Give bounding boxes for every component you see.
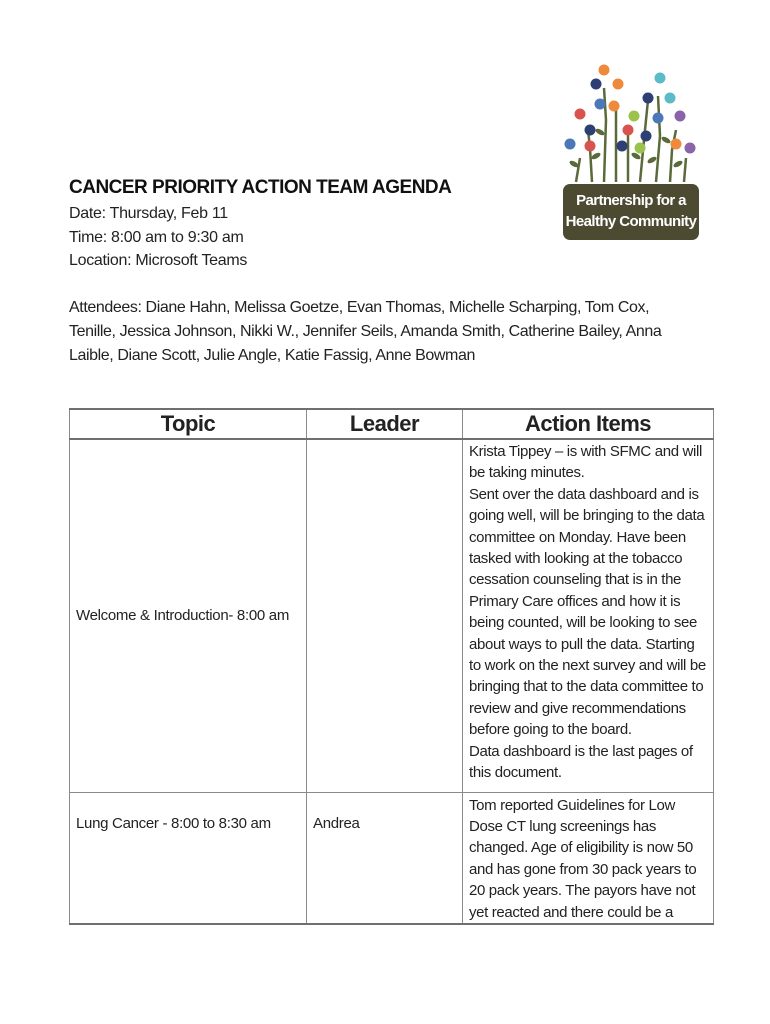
action-item: Tom reported Guidelines for Low Dose CT lung screenings has changed. Age of eligibility is now 50 and has gone from 30 pack years to 20 pack years. The payors have not yet reacted and there could be a	[469, 796, 697, 921]
flower-bouquet-icon	[560, 60, 705, 190]
topic-cell: Lung Cancer - 8:00 to 8:30 am	[70, 792, 307, 924]
table-row	[70, 792, 714, 924]
leader-cell	[307, 439, 463, 792]
action-items-cell	[463, 439, 714, 792]
header-topic: Topic	[70, 409, 307, 439]
header-action-items: Action Items	[463, 409, 714, 439]
table-row	[70, 439, 714, 792]
action-items-cell	[463, 792, 714, 924]
agenda-table	[69, 408, 714, 925]
logo-badge	[563, 184, 699, 240]
meeting-location: Location: Microsoft Teams	[69, 252, 248, 269]
page-title: CANCER PRIORITY ACTION TEAM AGENDA	[69, 177, 452, 198]
logo-line-2: Healthy Community	[565, 213, 697, 230]
action-item: Sent over the data dashboard and is going well, will be bringing to the data committee on Monday. Have been tasked with looking at the tobacco cessation counseling that is in the Primary Care offices and how it is being counted, will be looking to see about ways to pull the data. Starting to work on the next survey and will be bringing that to the data committee to review and give recommendations before going to the board.	[469, 485, 706, 739]
meeting-date: Date: Thursday, Feb 11	[69, 205, 228, 222]
attendees-list: Attendees: Diane Hahn, Melissa Goetze, Evan Thomas, Michelle Scharping, Tom Cox, Tenille, Jessica Johnson, Nikki W., Jennifer Seils, Amanda Smith, Catherine Bailey, Anna Laible, Diane Scott, Julie Angle, Katie Fassig, Anne Bowman	[69, 299, 662, 364]
partnership-logo	[560, 60, 705, 245]
action-item: Krista Tippey – is with SFMC and will be taking minutes.	[469, 443, 702, 482]
leader-cell: Andrea	[307, 792, 463, 924]
header-leader: Leader	[307, 409, 463, 439]
topic-cell: Welcome & Introduction- 8:00 am	[70, 439, 307, 792]
meeting-time: Time: 8:00 am to 9:30 am	[69, 229, 244, 246]
logo-line-1: Partnership for a	[576, 192, 686, 209]
action-item: Data dashboard is the last pages of this document.	[469, 742, 693, 782]
table-header-row	[70, 409, 714, 439]
